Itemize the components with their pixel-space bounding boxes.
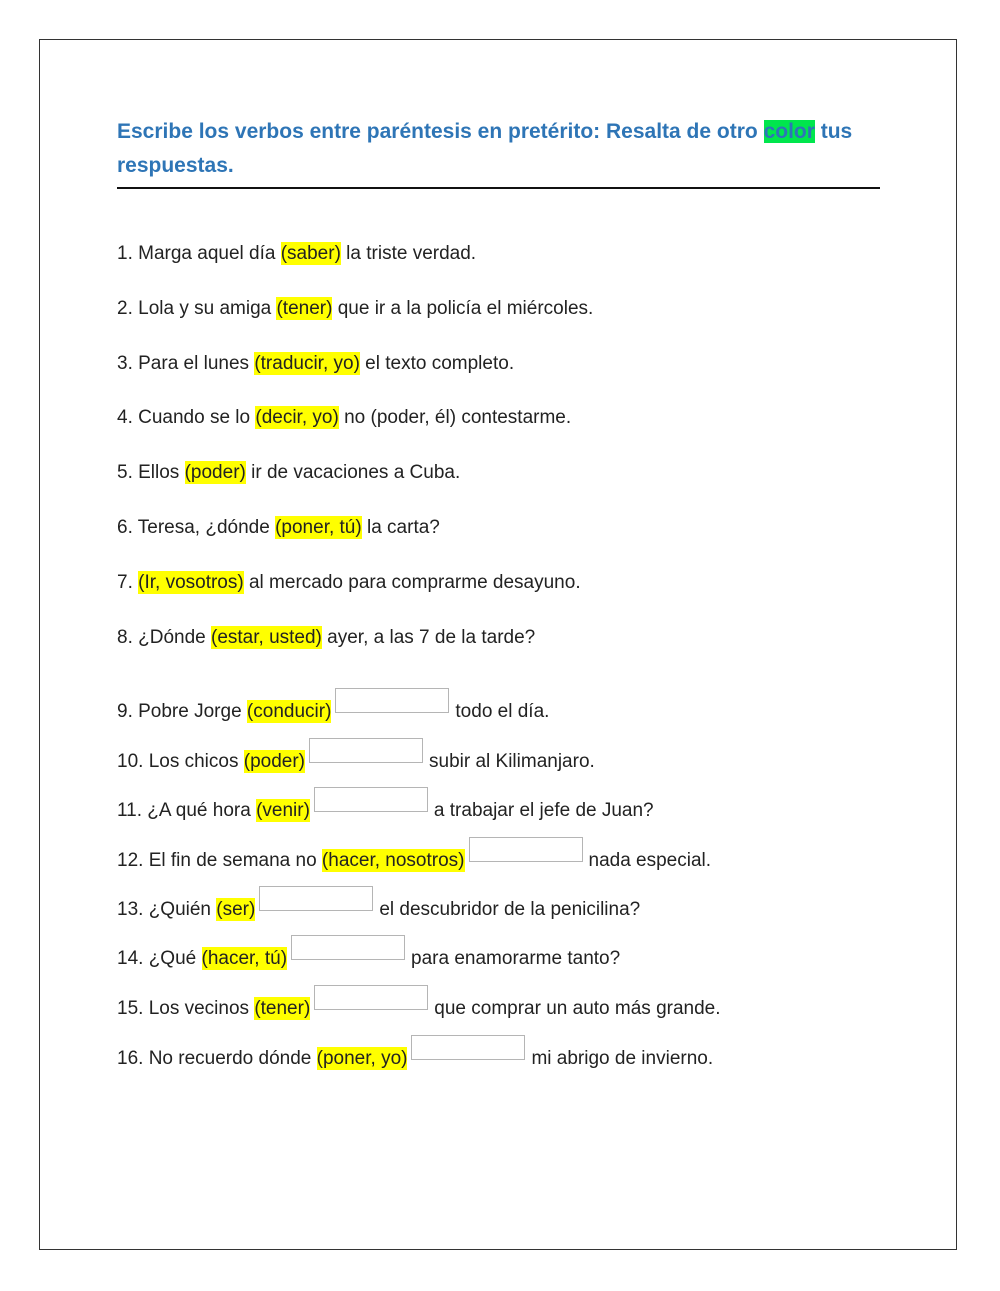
instructions-title [117, 115, 882, 183]
verb-highlight: (traducir, yo) [254, 353, 360, 374]
answer-input-14[interactable] [291, 935, 405, 960]
verb-highlight: (ser) [216, 899, 256, 920]
verb-highlight: (hacer, nosotros) [321, 850, 465, 871]
sentence-10: 10. Los chicos (poder) subir al Kilimanjaro. [117, 738, 595, 774]
verb-highlight: (tener) [276, 298, 333, 319]
title-divider [117, 187, 880, 189]
answer-input-16[interactable] [411, 1035, 525, 1060]
verb-highlight: (conducir) [246, 701, 332, 722]
sentence-9: 9. Pobre Jorge (conducir) todo el día. [117, 688, 549, 724]
sentence-6: 6. Teresa, ¿dónde (poner, tú) la carta? [117, 517, 440, 538]
sentence-4: 4. Cuando se lo (decir, yo) no (poder, él) contestarme. [117, 407, 572, 428]
answer-input-12[interactable] [469, 837, 583, 862]
verb-highlight: (poner, yo) [316, 1048, 408, 1069]
answer-input-11[interactable] [314, 787, 428, 812]
verb-highlight: (poder) [184, 462, 246, 483]
verb-highlight: (estar, usted) [211, 627, 322, 648]
answer-input-9[interactable] [335, 688, 449, 713]
title-green-highlight: color [763, 120, 815, 143]
verb-highlight: (Ir, vosotros) [138, 572, 244, 593]
sentence-7: 7. (Ir, vosotros) al mercado para comprarme desayuno. [117, 572, 581, 593]
sentence-12: 12. El fin de semana no (hacer, nosotros) nada especial. [117, 837, 711, 873]
sentence-2: 2. Lola y su amiga (tener) que ir a la policía el miércoles. [117, 298, 594, 319]
verb-highlight: (decir, yo) [255, 407, 339, 428]
verb-highlight: (hacer, tú) [201, 948, 288, 969]
sentence-3: 3. Para el lunes (traducir, yo) el texto completo. [117, 353, 515, 374]
sentence-16: 16. No recuerdo dónde (poner, yo) mi abrigo de invierno. [117, 1035, 713, 1071]
sentence-14: 14. ¿Qué (hacer, tú) para enamorarme tanto? [117, 935, 620, 971]
sentence-15: 15. Los vecinos (tener) que comprar un auto más grande. [117, 985, 721, 1021]
title-text-before: Escribe los verbos entre paréntesis en pretérito: Resalta de otro [117, 120, 764, 143]
sentence-11: 11. ¿A qué hora (venir) a trabajar el jefe de Juan? [117, 787, 654, 823]
answer-input-10[interactable] [309, 738, 423, 763]
verb-highlight: (poder) [243, 751, 305, 772]
verb-highlight: (poner, tú) [275, 517, 362, 538]
sentence-1: 1. Marga aquel día (saber) la triste verdad. [117, 243, 477, 264]
verb-highlight: (saber) [280, 243, 341, 264]
verb-highlight: (tener) [254, 998, 311, 1019]
sentence-8: 8. ¿Dónde (estar, usted) ayer, a las 7 de la tarde? [117, 627, 536, 648]
title-text-after: tus respuestas. [117, 120, 853, 177]
answer-input-13[interactable] [259, 886, 373, 911]
sentence-5: 5. Ellos (poder) ir de vacaciones a Cuba. [117, 462, 461, 483]
sentence-13: 13. ¿Quién (ser) el descubridor de la penicilina? [117, 886, 640, 922]
verb-highlight: (venir) [256, 800, 310, 821]
answer-input-15[interactable] [314, 985, 428, 1010]
